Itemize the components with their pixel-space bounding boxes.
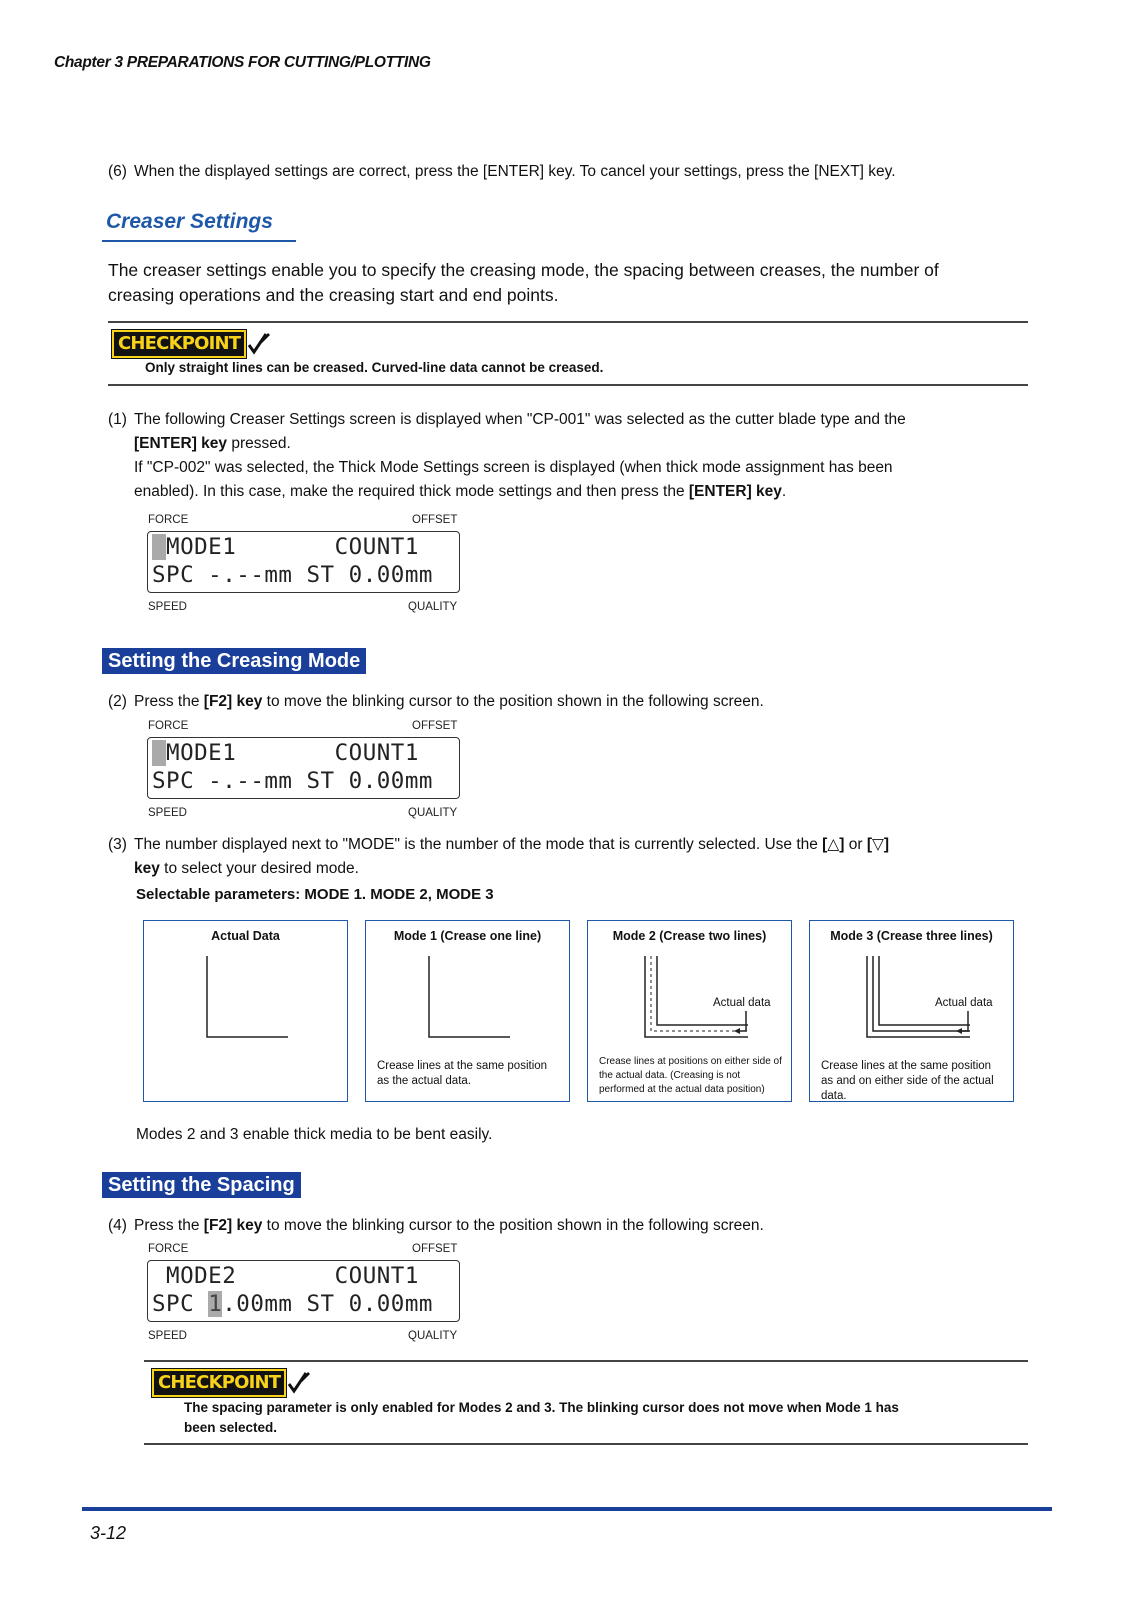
checkpoint-text-1: Only straight lines can be creased. Curved-line data cannot be creased. [145, 360, 604, 375]
checkpoint-badge-2 [152, 1369, 310, 1397]
up-arrow-key: [△] [822, 836, 845, 853]
heading-underline [102, 240, 296, 242]
checkpoint-badge-1 [112, 330, 270, 358]
step-6 [108, 160, 896, 184]
step-text: or [844, 836, 867, 853]
blinking-cursor [152, 534, 166, 560]
lcd-line-1: MODE2 COUNT1 [152, 1263, 419, 1289]
lcd-label-speed: SPEED [148, 1330, 187, 1342]
lcd-line-2: SPC -.--mm ST 0.00mm [152, 562, 433, 588]
lcd-screen-3 [147, 1260, 460, 1322]
intro-line: creasing operations and the creasing start and end points. [108, 285, 559, 305]
mode-box-mode-3 [809, 920, 1014, 1102]
key-name: key [134, 860, 160, 877]
mode-title: Mode 3 (Crease three lines) [830, 929, 993, 943]
mode-box-mode-1 [365, 920, 570, 1102]
pencil-check-icon [246, 331, 270, 357]
intro-line: The creaser settings enable you to specify the creasing mode, the spacing between creases, the number of [108, 260, 939, 280]
lcd-line-1: MODE1 COUNT1 [166, 740, 419, 766]
step-text: Press the [134, 693, 204, 710]
step-number: (3) [108, 836, 127, 853]
lcd-screen-2 [147, 737, 460, 799]
step-number: (2) [108, 693, 127, 710]
pencil-check-icon [286, 1370, 310, 1396]
mode-description: Crease lines at positions on either side of the actual data. (Creasing is not performed at the actual data position) [599, 1056, 782, 1095]
blinking-cursor [152, 740, 166, 766]
step-text: . [781, 483, 787, 500]
modes-note: Modes 2 and 3 enable thick media to be bent easily. [136, 1126, 493, 1143]
step-text: to move the blinking cursor to the position shown in the following screen. [262, 693, 764, 710]
checkpoint-text-2 [184, 1398, 899, 1438]
lcd-label-offset: OFFSET [412, 514, 458, 526]
divider [144, 1360, 1028, 1362]
step-number: (1) [108, 411, 127, 428]
key-name: [ENTER] key [688, 483, 782, 500]
lcd-label-quality: QUALITY [408, 1330, 458, 1342]
lcd-label-speed: SPEED [148, 601, 187, 613]
mode-box-mode-2 [587, 920, 792, 1102]
lcd-line-2-suffix: .00mm ST 0.00mm [222, 1291, 433, 1317]
actual-data-label: Actual data [935, 997, 993, 1009]
lcd-label-force: FORCE [148, 514, 189, 526]
step-text: to select your desired mode. [159, 860, 359, 877]
actual-data-diagram [144, 921, 349, 1103]
step-text: When the displayed settings are correct, press the [ENTER] key. To cancel your settings, press the [NEXT] key. [134, 163, 896, 180]
actual-data-label: Actual data [713, 997, 771, 1009]
chapter-header: Chapter 3 PREPARATIONS FOR CUTTING/PLOTTING [54, 54, 431, 71]
step-text: The number displayed next to "MODE" is the number of the mode that is currently selected. Use the [134, 836, 823, 853]
step-number: (4) [108, 1217, 127, 1234]
step-text: The following Creaser Settings screen is displayed when "CP-001" was selected as the cutter blade type and the [134, 411, 906, 428]
lcd-label-quality: QUALITY [408, 601, 458, 613]
mode-description: Crease lines at the same position as and on either side of the actual data. [821, 1060, 994, 1102]
creaser-intro [108, 258, 939, 308]
lcd-label-force: FORCE [148, 1243, 189, 1255]
step-3 [108, 833, 889, 881]
lcd-screen-1 [147, 531, 460, 593]
checkpoint-line: been selected. [184, 1420, 278, 1435]
mode-title: Actual Data [211, 929, 280, 943]
lcd-label-offset: OFFSET [412, 720, 458, 732]
divider [144, 1443, 1028, 1445]
footer-rule [82, 1507, 1052, 1511]
lcd-label-offset: OFFSET [412, 1243, 458, 1255]
down-arrow-key: [▽] [866, 836, 890, 853]
key-name: [F2] key [203, 693, 263, 710]
page-number: 3-12 [90, 1523, 127, 1543]
section-heading-creaser-settings: Creaser Settings [106, 210, 273, 233]
lcd-label-force: FORCE [148, 720, 189, 732]
step-2 [108, 690, 764, 714]
lcd-label-quality: QUALITY [408, 807, 458, 819]
step-text: If "CP-002" was selected, the Thick Mode Settings screen is displayed (when thick mode assignment has been [134, 459, 893, 476]
lcd-line-2-prefix: SPC [152, 1291, 209, 1317]
checkpoint-label: CHECKPOINT [112, 330, 246, 358]
step-4 [108, 1214, 764, 1238]
mode-title: Mode 2 (Crease two lines) [612, 929, 767, 943]
step-1 [108, 408, 906, 504]
lcd-line-1: MODE1 COUNT1 [166, 534, 419, 560]
section-heading-spacing: Setting the Spacing [102, 1172, 301, 1198]
lcd-line-2: SPC -.--mm ST 0.00mm [152, 768, 433, 794]
checkpoint-label: CHECKPOINT [152, 1369, 286, 1397]
selectable-parameters: Selectable parameters: MODE 1. MODE 2, MODE 3 [136, 886, 494, 903]
mode-title: Mode 1 (Crease one line) [393, 929, 542, 943]
divider [108, 384, 1028, 386]
key-name: [ENTER] key [134, 435, 228, 452]
lcd-label-speed: SPEED [148, 807, 187, 819]
step-text: pressed. [227, 435, 291, 452]
mode-box-actual-data [143, 920, 348, 1102]
checkpoint-line: The spacing parameter is only enabled for Modes 2 and 3. The blinking cursor does not move when Mode 1 has [184, 1400, 899, 1415]
step-number: (6) [108, 163, 127, 180]
step-text: to move the blinking cursor to the position shown in the following screen. [262, 1217, 764, 1234]
section-heading-creasing-mode: Setting the Creasing Mode [102, 648, 366, 674]
blinking-cursor: 1 [208, 1291, 223, 1317]
divider [108, 321, 1028, 323]
key-name: [F2] key [203, 1217, 263, 1234]
step-text: enabled). In this case, make the required thick mode settings and then press the [134, 483, 689, 500]
step-text: Press the [134, 1217, 204, 1234]
mode-description: Crease lines at the same position as the actual data. [377, 1060, 548, 1087]
